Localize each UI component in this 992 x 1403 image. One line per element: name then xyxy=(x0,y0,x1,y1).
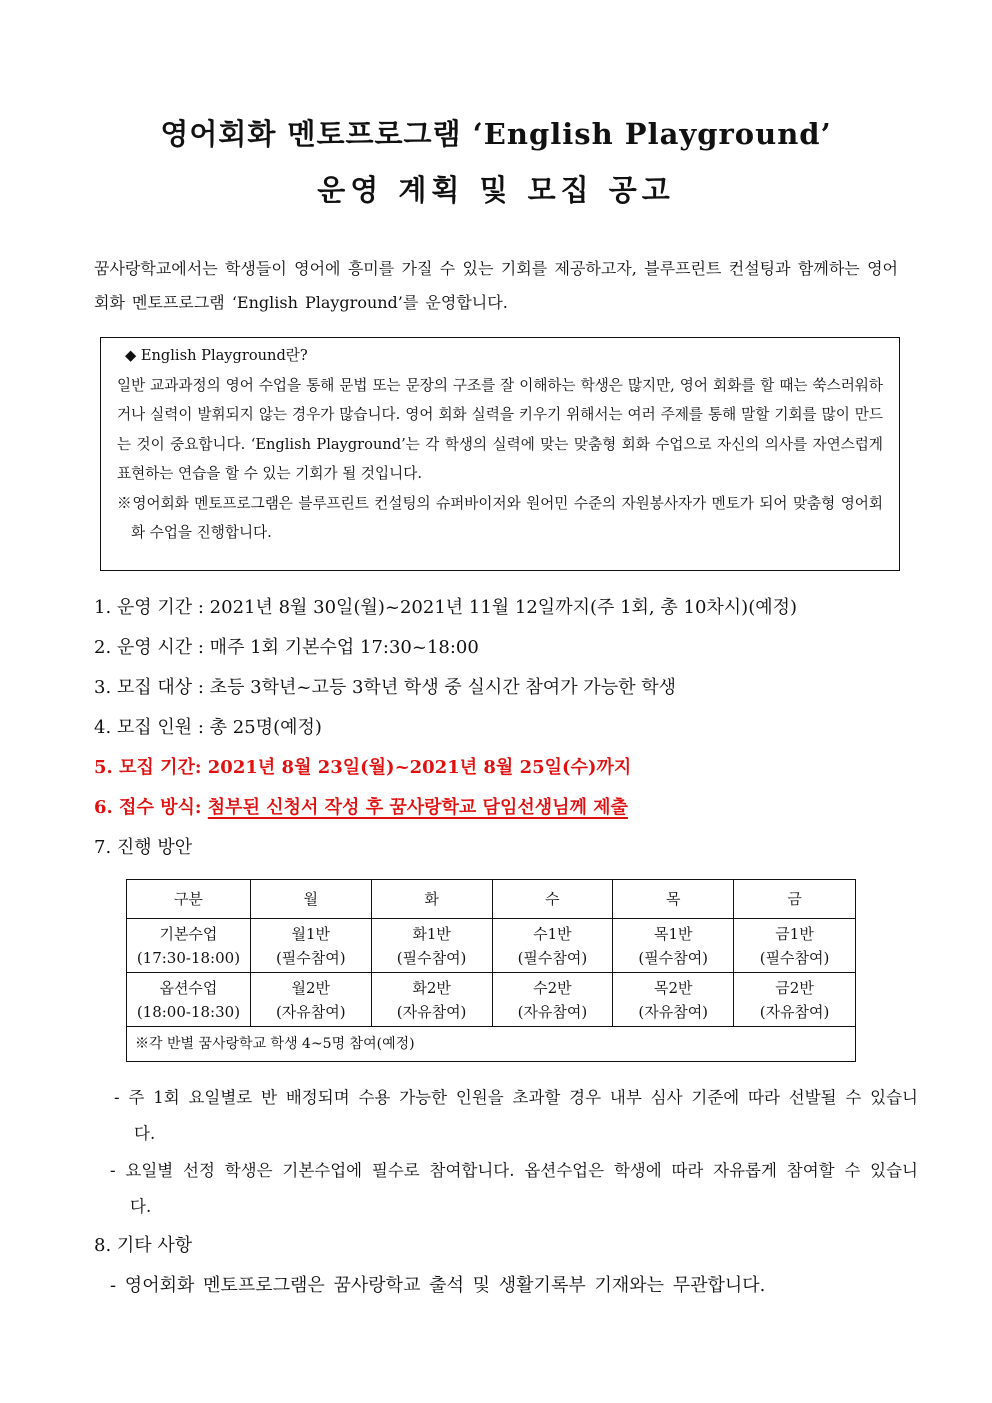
table-note: ※각 반별 꿈사랑학교 학생 4~5명 참여(예정) xyxy=(127,1027,856,1062)
item-operation-period: 1. 운영 기간 : 2021년 8월 30일(월)~2021년 11월 12일까지(주 1회, 총 10차시)(예정) xyxy=(94,597,798,618)
note-misc: - 영어회화 멘토프로그램은 꿈사랑학교 출석 및 생활기록부 기재와는 무관합니다. xyxy=(110,1275,766,1296)
info-box xyxy=(100,337,900,571)
item-misc: 8. 기타 사항 xyxy=(94,1235,193,1256)
header-cell: 수 xyxy=(492,880,613,919)
document-title: 영어회화 멘토프로그램 ‘English Playground’ xyxy=(160,117,832,151)
class-cell: 월2반 (자유참여) xyxy=(250,973,371,1027)
item-target: 3. 모집 대상 : 초등 3학년~고등 3학년 학생 중 실시간 참여가 가능한 학생 xyxy=(94,677,676,698)
table-row xyxy=(127,973,856,1027)
header-cell: 목 xyxy=(613,880,734,919)
class-cell: 화2반 (자유참여) xyxy=(371,973,492,1027)
item-plan: 7. 진행 방안 xyxy=(94,837,193,858)
header-cell: 금 xyxy=(734,880,856,919)
document-subtitle: 운영 계획 및 모집 공고 xyxy=(317,173,675,207)
class-cell: 수1반 (필수참여) xyxy=(492,919,613,973)
row-label-cell: 옵션수업 (18:00-18:30) xyxy=(127,973,251,1027)
class-cell: 수2반 (자유참여) xyxy=(492,973,613,1027)
header-cell: 화 xyxy=(371,880,492,919)
class-cell: 금2반 (자유참여) xyxy=(734,973,856,1027)
item-headcount: 4. 모집 인원 : 총 25명(예정) xyxy=(94,717,322,738)
class-cell: 금1반 (필수참여) xyxy=(734,919,856,973)
header-cell: 월 xyxy=(250,880,371,919)
item-recruit-period: 5. 모집 기간: 2021년 8월 23일(월)~2021년 8월 25일(수)까지 xyxy=(94,757,632,778)
intro-paragraph: 꿈사랑학교에서는 학생들이 영어에 흥미를 가질 수 있는 기회를 제공하고자, 블루프린트 컨설팅과 함께하는 영어회화 멘토프로그램 ‘English Playground’를 운영합니다. xyxy=(94,259,898,312)
application-method-label: 6. 접수 방식: xyxy=(94,797,208,818)
table-row xyxy=(127,919,856,973)
info-box-note: ※영어회화 멘토프로그램은 블루프린트 컨설팅의 슈퍼바이저와 원어민 수준의 자원봉사자가 멘토가 되어 맞춤형 영어회화 수업을 진행합니다. xyxy=(117,494,883,541)
schedule-table xyxy=(126,879,856,1062)
class-cell: 목1반 (필수참여) xyxy=(613,919,734,973)
item-application-method xyxy=(94,796,628,820)
row-label-cell: 기본수업 (17:30-18:00) xyxy=(127,919,251,973)
application-method-value: 첨부된 신청서 작성 후 꿈사랑학교 담임선생님께 제출 xyxy=(207,797,628,818)
info-box-body: 일반 교과과정의 영어 수업을 통해 문법 또는 문장의 구조를 잘 이해하는 학생은 많지만, 영어 회화를 할 때는 쑥스러워하거나 실력이 발휘되지 않는 경우가 많습니다. 영어 회화 실력을 키우기 위해서는 여러 주제를 통해 말할 기회를 많이 만드는 것이 중요합니다. ‘English Playground’는 각 학생의 실력에 맞는 맞춤형 회화 수업으로 자신의 의사를 자연스럽게 표현하는 연습을 할 수 있는 기회가 될 것입니다. xyxy=(117,376,883,482)
note-participation: - 요일별 선정 학생은 기본수업에 필수로 참여합니다. 옵션수업은 학생에 따라 자유롭게 참여할 수 있습니다. xyxy=(110,1161,918,1216)
class-cell: 화1반 (필수참여) xyxy=(371,919,492,973)
class-cell: 월1반 (필수참여) xyxy=(250,919,371,973)
class-cell: 목2반 (자유참여) xyxy=(613,973,734,1027)
info-box-heading: ◆ English Playground란? xyxy=(125,347,308,364)
header-cell: 구분 xyxy=(127,880,251,919)
table-note-row xyxy=(127,1027,856,1062)
item-operation-time: 2. 운영 시간 : 매주 1회 기본수업 17:30~18:00 xyxy=(94,637,479,658)
note-selection: - 주 1회 요일별로 반 배정되며 수용 가능한 인원을 초과할 경우 내부 심사 기준에 따라 선발될 수 있습니다. xyxy=(114,1088,918,1143)
table-header-row xyxy=(127,880,856,919)
